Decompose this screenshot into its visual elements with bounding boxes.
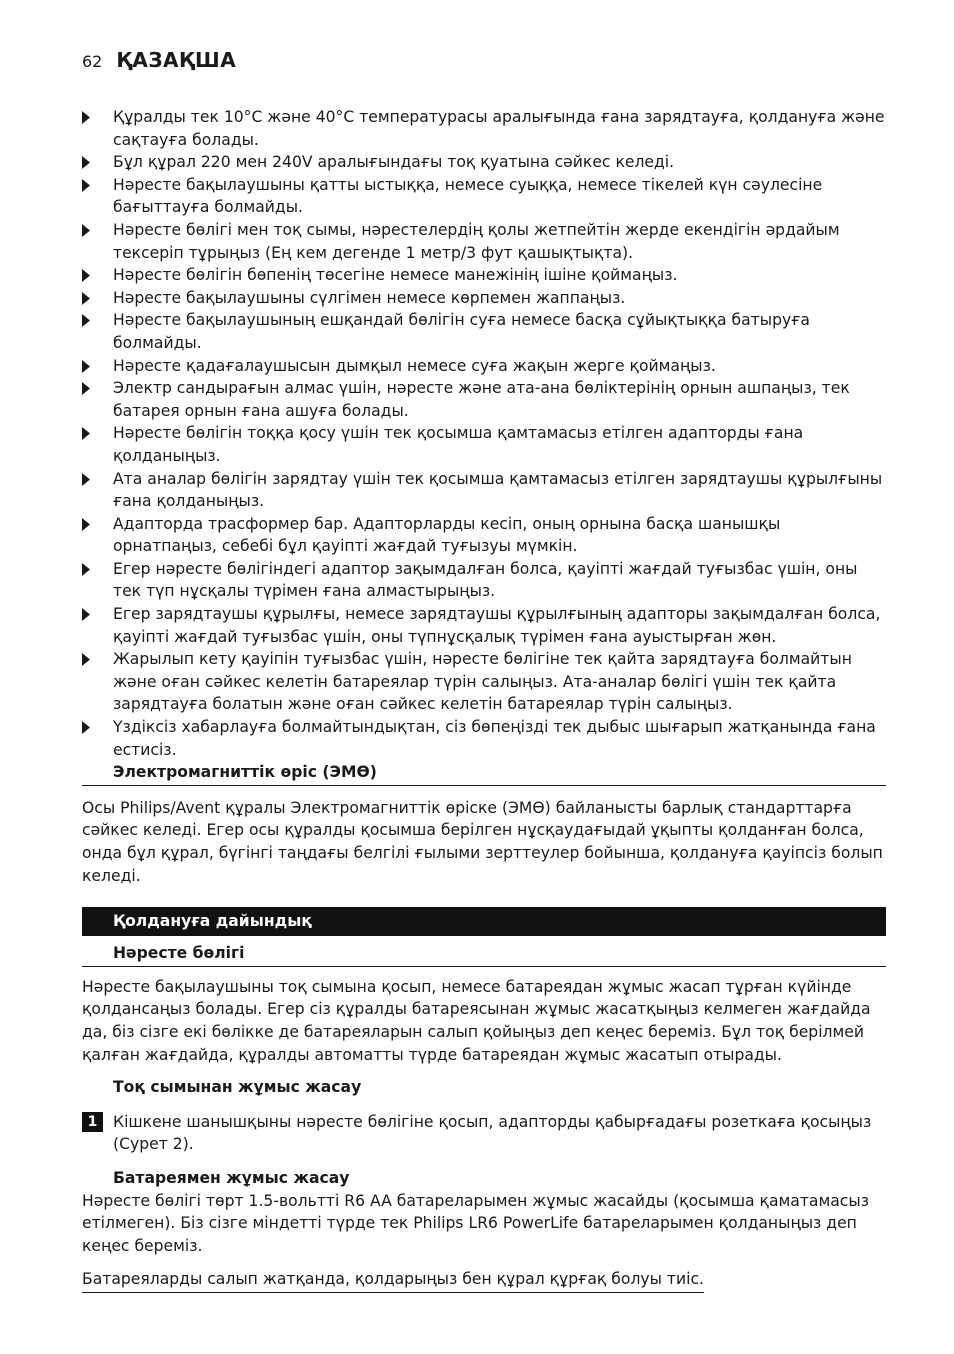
bullet-arrow-icon — [82, 382, 90, 395]
list-item — [82, 716, 886, 761]
page-header — [82, 48, 236, 72]
bullet-arrow-icon — [82, 111, 90, 124]
baby-unit-heading: Нәресте бөлігі — [82, 942, 886, 967]
bullet-arrow-icon — [82, 518, 90, 531]
bullet-arrow-icon — [82, 314, 90, 327]
list-item — [82, 422, 886, 467]
list-item-text: Бұл құрал 220 мен 240V аралығындағы тоқ қуатына сәйкес келеді. — [113, 153, 675, 172]
list-item-text: Адапторда трасформер бар. Адапторларды кесіп, оның орнына басқа шанышқы орнатпаңыз, себебі бұл қауіпті жағдай туғызуы мүмкін. — [113, 514, 781, 556]
bullet-arrow-icon — [82, 653, 90, 666]
step-item — [82, 1111, 886, 1156]
step-text: Кішкене шанышқыны нәресте бөлігіне қосып, адапторды қабырғадағы розеткаға қосыңыз (Сурет 2). — [113, 1112, 872, 1154]
bullet-arrow-icon — [82, 224, 90, 237]
battery-operation-heading: Батареямен жұмыс жасау — [113, 1168, 350, 1187]
battery-paragraph: Нәресте бөлігі төрт 1.5-вольтті R6 AA батареларымен жұмыс жасайды (қосымша қаматамасыз етілмеген). Біз сізге міндетті түрде тек Philips LR6 PowerLife батареларымен қолданыңыз деп кеңес береміз. — [82, 1191, 869, 1255]
list-item-text: Нәресте қадағалаушысын дымқыл немесе суға жақын жерге қоймаңыз. — [113, 356, 716, 375]
list-item — [82, 603, 886, 648]
safety-bullet-list — [82, 106, 886, 761]
step-number-badge: 1 — [82, 1112, 103, 1132]
list-item-text: Құралды тек 10°C және 40°C температурасы аралығында ғана зарядтауға, қолдануға және сақтауға болады. — [113, 108, 885, 149]
list-item — [82, 558, 886, 603]
list-item-text: Жарылып кету қауіпін туғызбас үшін, нәресте бөлігіне тек қайта зарядтауға болмайтын және оған сәйкес келетін батареялар түрін салыңыз. Ата-аналар бөлігі үшін тек қайта зарядтауға болатын және оған сәйкес келетін батареялар түрін салыңыз. — [113, 650, 852, 714]
list-item — [82, 468, 886, 513]
battery-note: Батареяларды салып жатқанда, қолдарыңыз бен құрал құрғақ болуы тиіс. — [82, 1268, 704, 1293]
bullet-arrow-icon — [82, 292, 90, 305]
emf-heading: Электромагниттік өріс (ЭМӨ) — [82, 761, 886, 786]
list-item — [82, 106, 886, 151]
list-item — [82, 287, 886, 310]
list-item — [82, 151, 886, 174]
bullet-arrow-icon — [82, 563, 90, 576]
bullet-arrow-icon — [82, 179, 90, 192]
mains-operation-heading: Тоқ сымынан жұмыс жасау — [113, 1078, 362, 1097]
list-item-text: Үздіксіз хабарлауға болмайтындықтан, сіз бөпеңізді тек дыбыс шығарып жатқанында ғана естисіз. — [113, 718, 876, 759]
list-item — [82, 264, 886, 287]
page-number: 62 — [82, 52, 103, 71]
list-item — [82, 377, 886, 422]
list-item-text: Егер нәресте бөлігіндегі адаптор зақымдалған болса, қауіпті жағдай туғызбас үшін, оны тек түп нұсқалы түрімен ғана алмастырыңыз. — [113, 559, 858, 601]
list-item — [82, 174, 886, 219]
emf-paragraph: Осы Philips/Avent құралы Электромагниттік өріске (ЭМӨ) байланысты барлық стандарттарға сәйкес келеді. Егер осы құралды қосымша берілген нұсқаудағыдай ұқыпты қолданған болса, онда бұл құрал, бүгінгі таңдағы белгілі ғылыми зерттеулер бойынша, қолдануға қауіпсіз болып келеді. — [82, 798, 883, 885]
list-item — [82, 648, 886, 716]
bullet-arrow-icon — [82, 269, 90, 282]
list-item-text: Нәресте бақылаушыны қатты ыстыққа, немесе суыққа, немесе тікелей күн сәулесіне бағыттауға болмайды. — [113, 175, 823, 217]
page-content — [82, 106, 886, 1293]
list-item — [82, 309, 886, 354]
list-item-text: Егер зарядтаушы құрылғы, немесе зарядтаушы құрылғының адапторы зақымдалған болса, қауіпті жағдай туғызбас үшін, оны түпнұсқалық түрімен ғана ауыстырған жөн. — [113, 605, 881, 646]
list-item — [82, 219, 886, 264]
list-item-text: Нәресте бақылаушының ешқандай бөлігін суға немесе басқа сұйықтыққа батыруға болмайды. — [113, 311, 810, 352]
list-item-text: Нәресте бақылаушыны сүлгімен немесе көрпемен жаппаңыз. — [113, 288, 626, 307]
list-item — [82, 513, 886, 558]
list-item-text: Ата аналар бөлігін зарядтау үшін тек қосымша қамтамасыз етілген зарядтаушы құрылғыны ғана қолданыңыз. — [113, 469, 883, 511]
list-item-text: Нәресте бөлігі мен тоқ сымы, нәрестелердің қолы жетпейтін жерде екендігін әрдайым тексеріп тұрыңыз (Ең кем дегенде 1 метр/3 фут қашықтықта). — [113, 220, 840, 262]
language-title: ҚАЗАҚША — [116, 48, 237, 72]
preparing-section-title: Қолдануға дайындық — [82, 907, 886, 936]
list-item-text: Электр сандырағын алмас үшін, нәресте және ата-ана бөліктерінің орнын ашпаңыз, тек батарея орнын ғана ашуға болады. — [113, 379, 850, 420]
bullet-arrow-icon — [82, 427, 90, 440]
bullet-arrow-icon — [82, 156, 90, 169]
bullet-arrow-icon — [82, 360, 90, 373]
list-item-text: Нәресте бөлігін тоққа қосу үшін тек қосымша қамтамасыз етілген адапторды ғана қолданыңыз. — [113, 424, 804, 465]
bullet-arrow-icon — [82, 608, 90, 621]
bullet-arrow-icon — [82, 721, 90, 734]
baby-unit-paragraph: Нәресте бақылаушыны тоқ сымына қосып, немесе батареядан жұмыс жасап тұрған күйінде қолдансаңыз болады. Егер сіз құралды батареясынан жұмыс жасатқыңыз келмеген жағдайда да, біз сізге екі бөлікке де батареяларын салып қойыңыз деп кеңес береміз. Бұл тоқ берілмей қалған жағдайда, құралды автоматты түрде батареядан жұмыс жасатып отырады. — [82, 977, 871, 1064]
bullet-arrow-icon — [82, 473, 90, 486]
list-item — [82, 355, 886, 378]
list-item-text: Нәресте бөлігін бөпенің төсегіне немесе манежінің ішіне қоймаңыз. — [113, 266, 678, 285]
